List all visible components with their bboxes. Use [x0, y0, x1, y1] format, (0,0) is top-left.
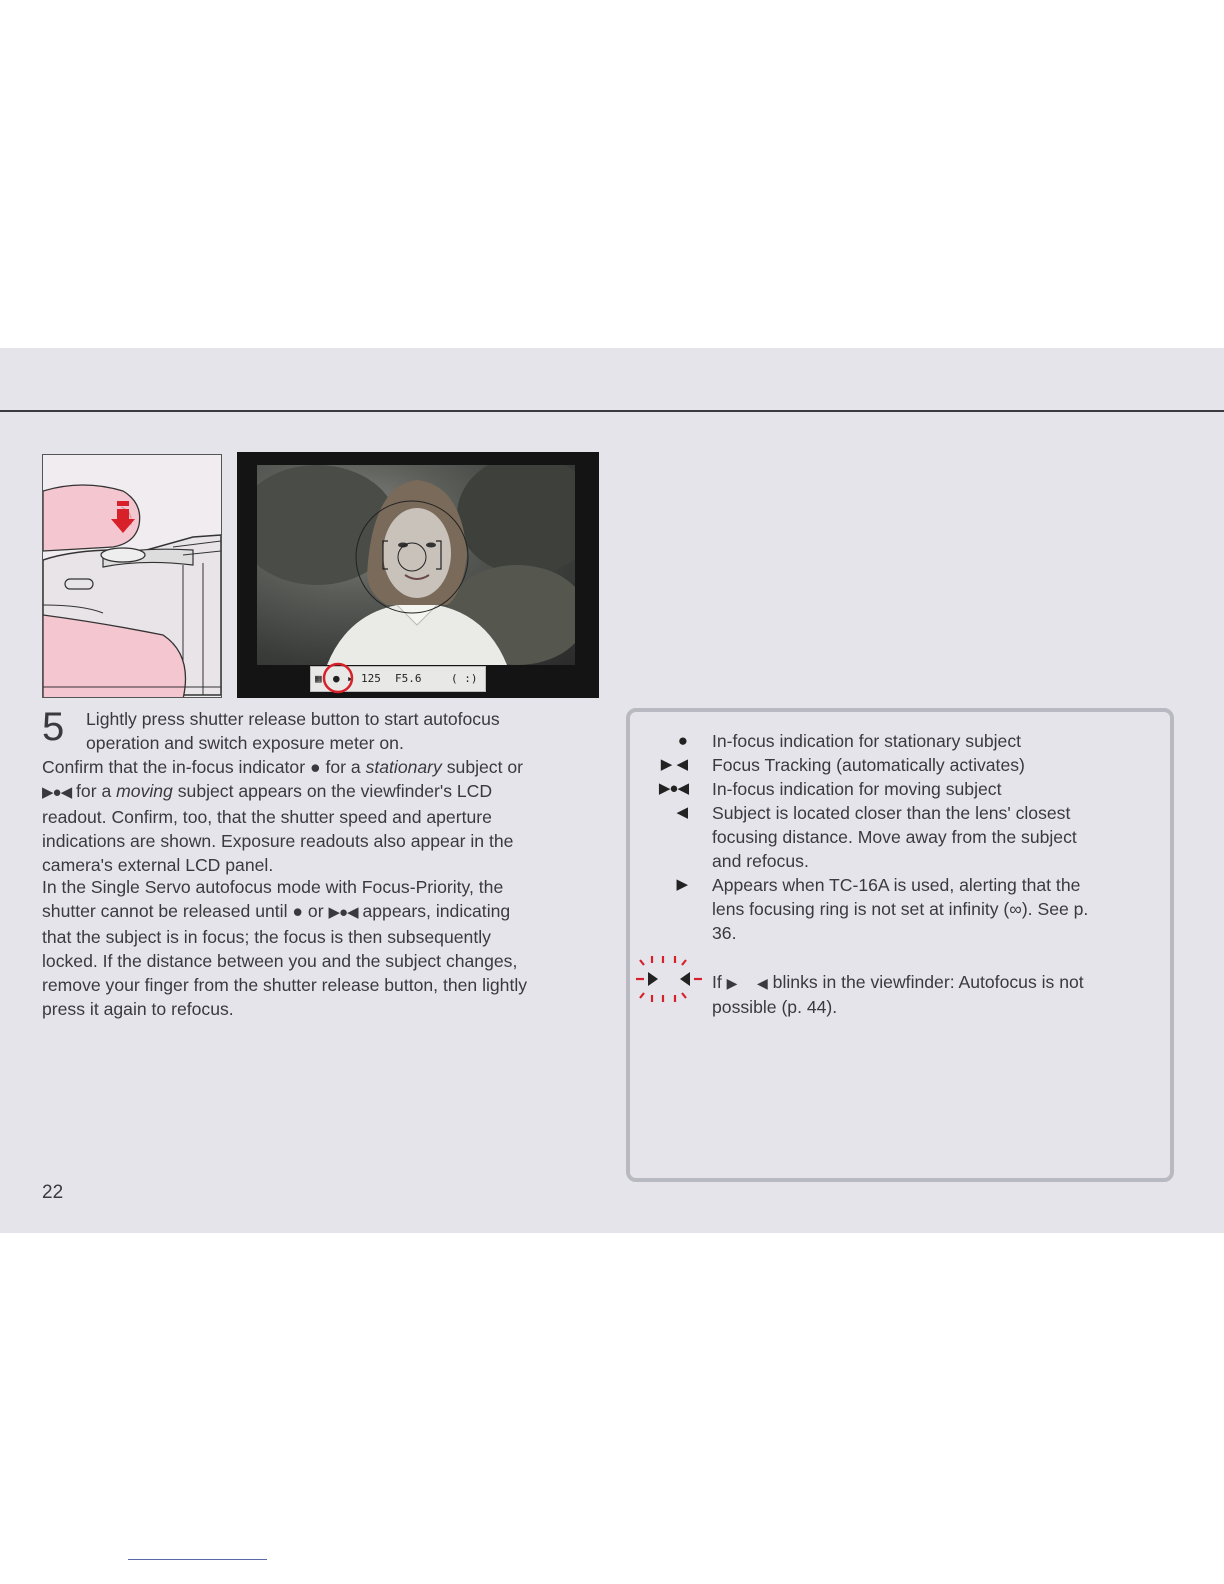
lcd-aperture: F5.6 — [395, 672, 422, 685]
legend-row-tracking: Focus Tracking (automatically activates) — [712, 755, 1025, 775]
page-number: 22 — [42, 1182, 64, 1203]
para2-line-5: remove your finger from the shutter release button, then lightly — [42, 975, 528, 995]
manual-page — [0, 348, 1224, 1233]
legend-row-moving: In-focus indication for moving subject — [712, 779, 1002, 799]
viewfinder-illustration — [237, 452, 599, 698]
lcd-bracket-icon: ( :) — [451, 672, 478, 685]
viewfinder-lcd-readout — [310, 666, 486, 692]
para1-line-3: readout. Confirm, too, that the shutter speed and aperture — [42, 807, 492, 827]
blink-left-icon: ◀ — [757, 975, 768, 991]
moving-indicator-icon: ▶●◀ — [42, 784, 72, 801]
para1-line-5: camera's external LCD panel. — [42, 855, 274, 875]
legend-row-too-close: Subject is located closer than the lens' closest focusing distance. Move away from the subject and refocus. — [712, 803, 1077, 871]
stationary-dot-icon: ● — [677, 731, 688, 750]
right-triangle-icon: ▶ — [676, 876, 688, 893]
para1-line-4: indications are shown. Exposure readouts also appear in the — [42, 831, 514, 851]
footer-link-underline — [128, 1559, 267, 1560]
lcd-shutter-speed: 125 — [361, 672, 381, 685]
portrait-figure — [257, 465, 575, 665]
moving-indicator-icon: ▶●◀ — [328, 904, 358, 921]
focus-tracking-icon: ▶ ◀ — [660, 756, 688, 773]
para1-line-2: ▶●◀ for a moving subject appears on the viewfinder's LCD — [42, 781, 493, 801]
dot-symbol-icon: ● — [292, 901, 304, 921]
left-triangle-icon: ◀ — [676, 804, 688, 821]
step-line-2: operation and switch exposure meter on. — [86, 733, 404, 753]
portrait-photo — [257, 465, 575, 665]
para2-line-2: shutter cannot be released until ● or ▶●◀ appears, indicating — [42, 901, 511, 921]
blink-right-icon: ▶ — [726, 975, 738, 991]
red-highlight-circle-icon — [321, 661, 355, 695]
moving-infocus-icon: ▶●◀ — [658, 780, 688, 797]
shutter-press-illustration — [42, 454, 222, 698]
finger-camera-drawing — [43, 455, 222, 698]
para2-line-3: that the subject is in focus; the focus is then subsequently — [42, 927, 491, 947]
legend-row-stationary: In-focus indication for stationary subject — [712, 731, 1022, 751]
paragraph-single-servo — [42, 875, 602, 1021]
paragraph-confirm — [42, 755, 602, 877]
step-line-1: Lightly press shutter release button to start autofocus — [86, 709, 500, 729]
para1-line-1: Confirm that the in-focus indicator ● for a stationary subject or — [42, 757, 524, 777]
lcd-arrow-icon: ▸ — [347, 672, 354, 685]
legend-row-tc16a: Appears when TC-16A is used, alerting that the lens focusing ring is not set at infinity (∞). See p. 36. — [712, 875, 1089, 943]
dot-symbol-icon: ● — [309, 757, 321, 777]
mode-icon: ▦ — [315, 672, 322, 685]
para2-line-6: press it again to refocus. — [42, 999, 234, 1019]
para2-line-4: locked. If the distance between you and the subject changes, — [42, 951, 518, 971]
step-number: 5 — [42, 705, 65, 749]
blinking-indicator-icon — [630, 948, 710, 1004]
in-focus-dot-icon: ● — [333, 672, 340, 685]
step-instruction — [86, 707, 606, 755]
para2-line-1: In the Single Servo autofocus mode with Focus-Priority, the — [42, 877, 504, 897]
header-rule — [0, 410, 1224, 412]
legend-row-blinking: If ▶ ◀ blinks in the viewfinder: Autofocus is not possible (p. 44). — [712, 972, 1084, 1017]
